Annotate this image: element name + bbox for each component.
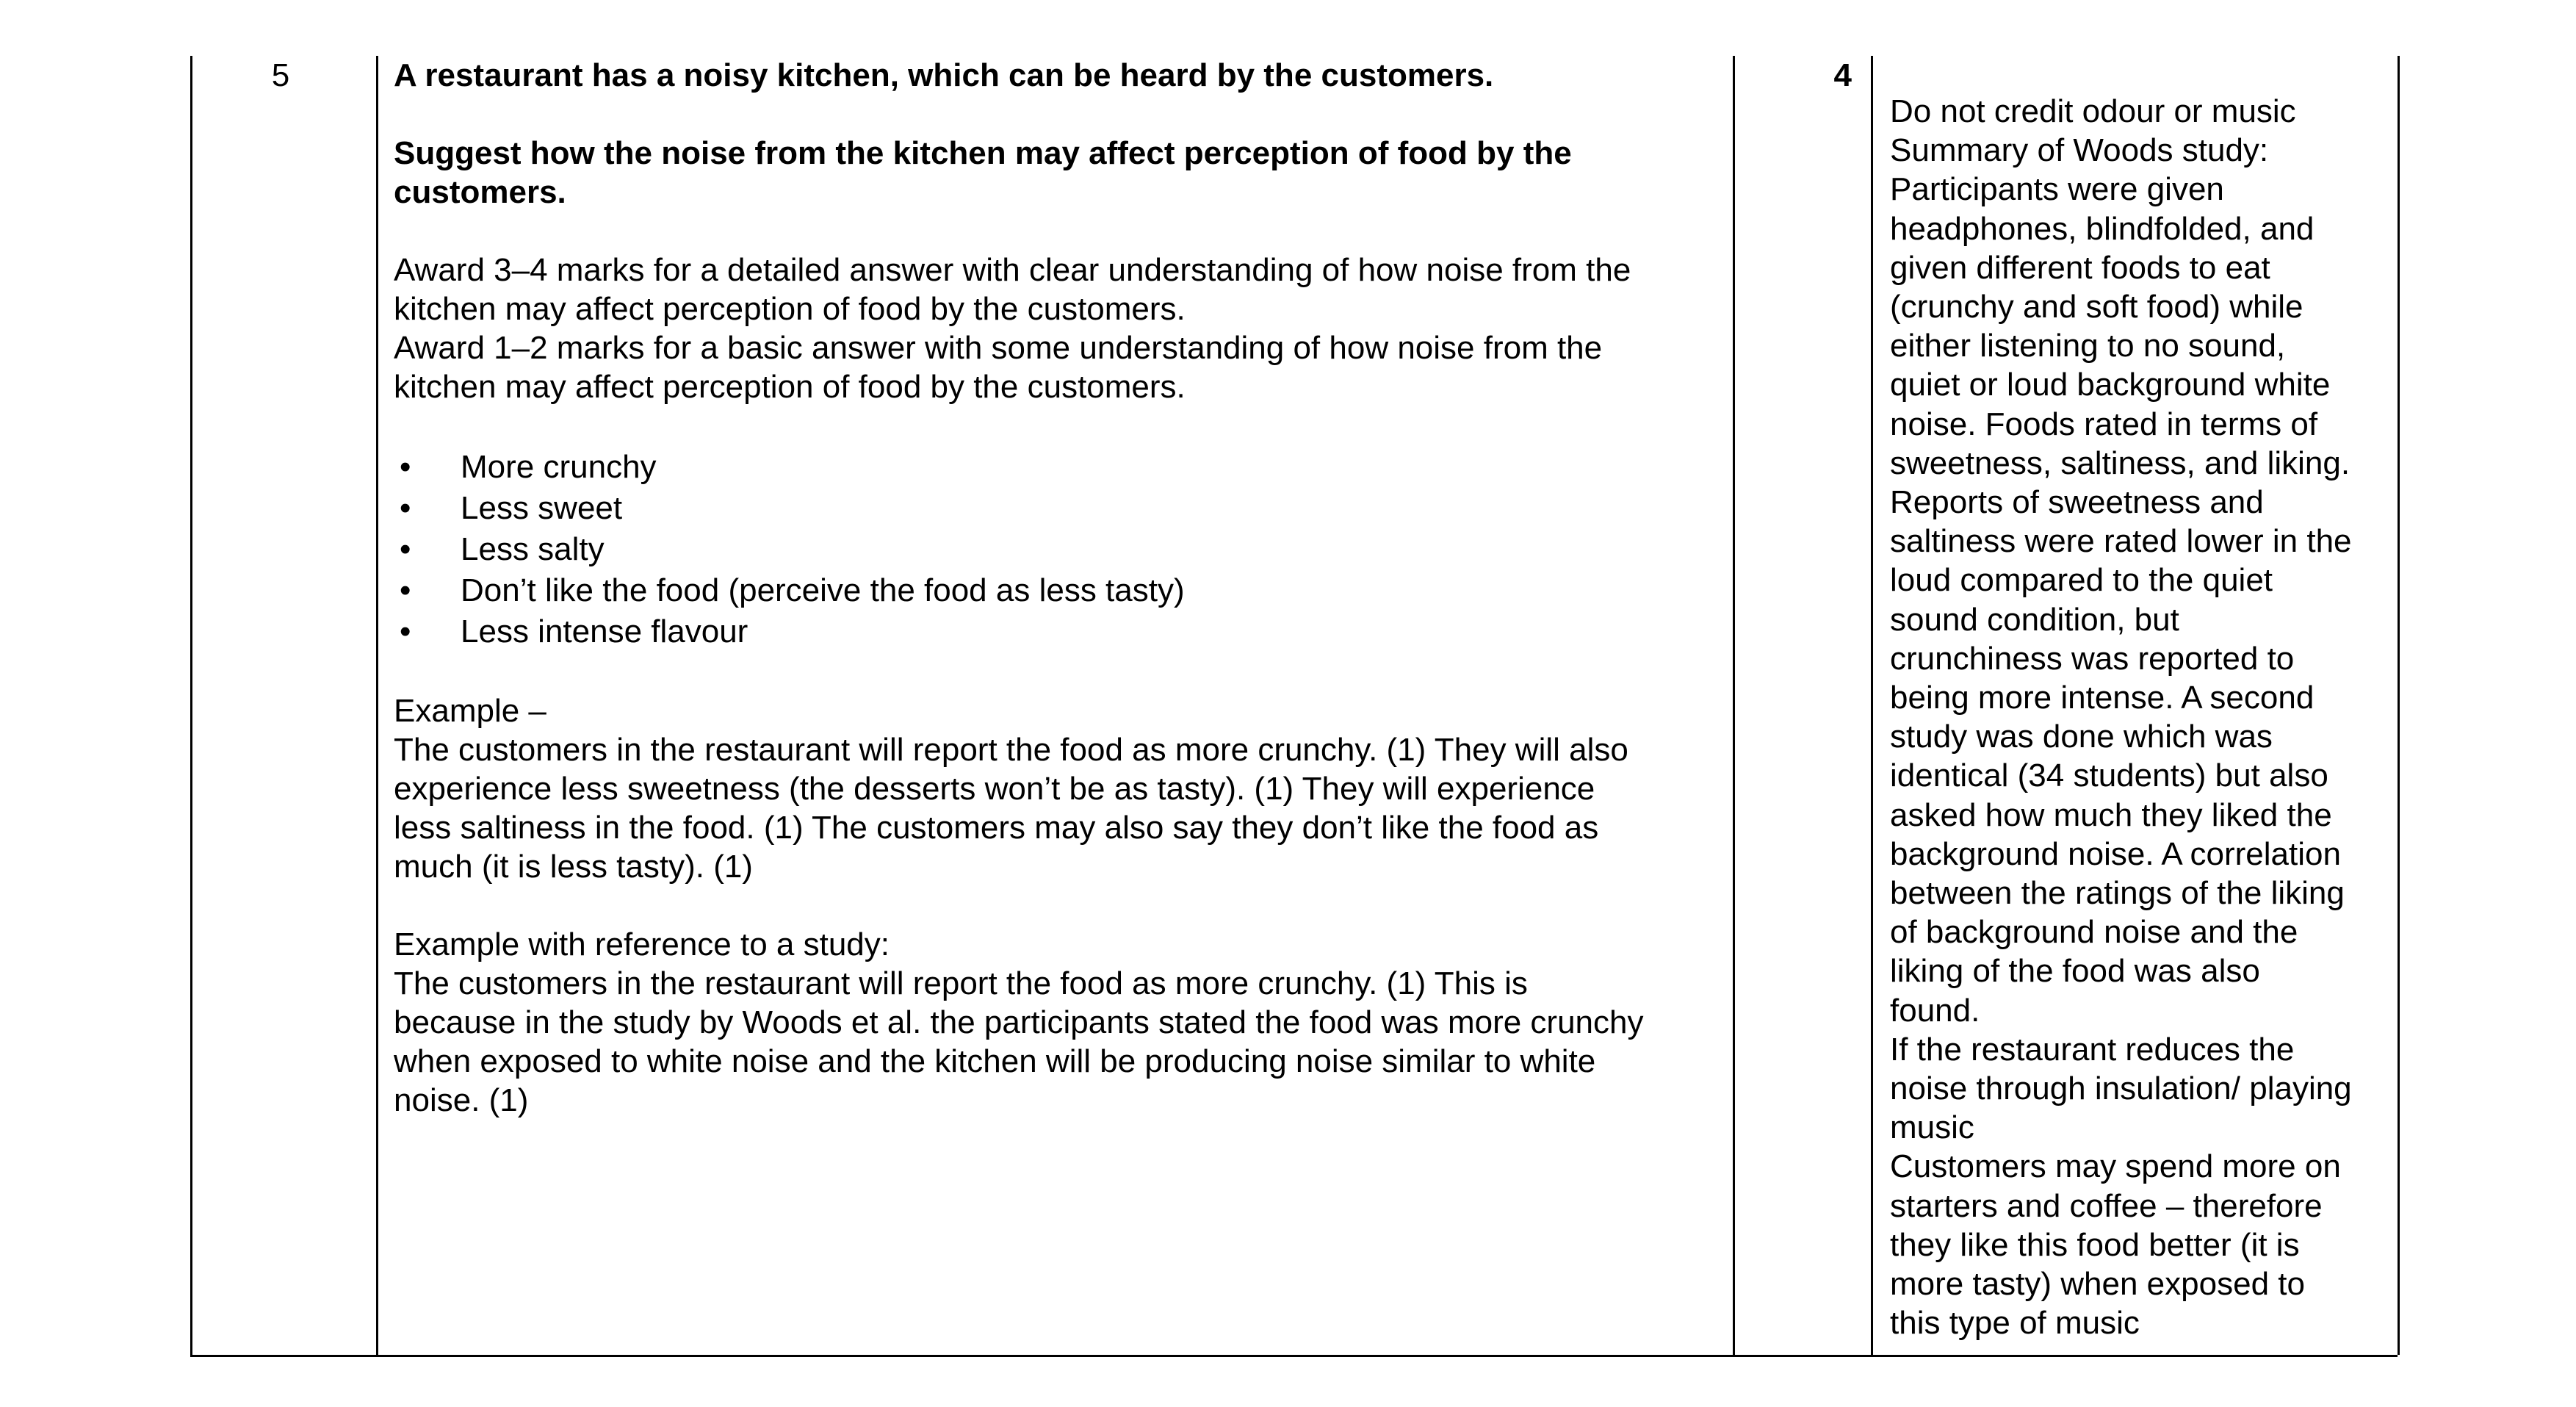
question-stem-line: A restaurant has a noisy kitchen, which can be heard by the customers. [394,57,1494,93]
guidance-line: given different foods to eat [1890,249,2270,286]
example-heading: Example – [394,693,546,729]
guidance-line: study was done which was [1890,719,2273,755]
award-line: Award 1–2 marks for a basic answer with some understanding of how noise from the [394,330,1603,366]
question-prompt-line: customers. [394,174,566,210]
marks-value: 4 [1833,57,1852,93]
guidance-line: liking of the food was also [1890,953,2260,990]
guidance-line: sweetness, saltiness, and liking. [1890,445,2350,481]
list-item-text: Don’t like the food (perceive the food as less tasty) [461,572,1185,608]
guidance-line: this type of music [1890,1305,2140,1342]
example-study-line: because in the study by Woods et al. the participants stated the food was more crunchy [394,1004,1644,1040]
guidance-line: loud compared to the quiet [1890,562,2273,599]
award-line: kitchen may affect perception of food by the customers. [394,291,1186,327]
guidance-line: sound condition, but [1890,601,2179,638]
guidance-line: headphones, blindfolded, and [1890,210,2315,247]
list-item-text: Less intense flavour [461,613,748,649]
list-item-text: Less salty [461,531,605,567]
bullet-icon: • [400,490,411,526]
example-line: much (it is less tasty). (1) [394,849,753,885]
marks-cell [1735,56,1873,1355]
guidance-line: Customers may spend more on [1890,1148,2341,1185]
question-prompt-line: Suggest how the noise from the kitchen may affect perception of food by the [394,135,1572,171]
example-line: experience less sweetness (the desserts won’t be as tasty). (1) They will experience [394,771,1595,807]
list-item [394,529,1643,570]
guidance-line: between the ratings of the liking [1890,875,2345,912]
guidance-cell [1873,56,2400,1355]
guidance-line: quiet or loud background white [1890,367,2331,403]
list-item [394,570,1643,611]
answer-cell [378,56,1735,1355]
example-study-line: noise. (1) [394,1082,529,1118]
guidance-line: Reports of sweetness and [1890,484,2264,521]
mark-scheme-table [190,56,2398,1357]
guidance-line: more tasty) when exposed to [1890,1266,2305,1303]
guidance-line: If the restaurant reduces the [1890,1031,2295,1068]
guidance-line: crunchiness was reported to [1890,640,2295,677]
list-item-text: More crunchy [461,449,657,485]
example-line: less saltiness in the food. (1) The customers may also say they don’t like the food as [394,810,1599,846]
guidance-line: saltiness were rated lower in the [1890,523,2352,560]
guidance-line: Summary of Woods study: [1890,132,2269,169]
guidance-line: noise through insulation/ playing [1890,1070,2352,1107]
guidance-line: background noise. A correlation [1890,835,2341,872]
award-line: kitchen may affect perception of food by the customers. [394,369,1186,405]
guidance-line: of background noise and the [1890,914,2298,951]
guidance-content [1890,92,2352,1343]
guidance-line: Do not credit odour or music [1890,93,2296,129]
question-number-cell [192,56,378,1355]
guidance-line: found. [1890,992,1980,1029]
guidance-line: being more intense. A second [1890,680,2315,716]
example-line: The customers in the restaurant will report the food as more crunchy. (1) They will also [394,732,1628,768]
list-item-text: Less sweet [461,490,623,526]
guidance-line: starters and coffee – therefore [1890,1187,2323,1224]
indicative-content-list [394,447,1643,652]
guidance-line: either listening to no sound, [1890,328,2286,364]
guidance-line: music [1890,1109,1974,1146]
list-item [394,447,1643,488]
guidance-line: identical (34 students) but also [1890,758,2328,794]
example-study-line: when exposed to white noise and the kitchen will be producing noise similar to white [394,1043,1596,1079]
guidance-line: (crunchy and soft food) while [1890,289,2303,325]
list-item [394,488,1643,529]
example-study-heading: Example with reference to a study: [394,926,890,962]
answer-content [394,56,1643,1120]
question-number: 5 [271,57,290,93]
bullet-icon: • [400,531,411,567]
guidance-line: noise. Foods rated in terms of [1890,406,2318,442]
guidance-line: Participants were given [1890,171,2224,208]
award-line: Award 3–4 marks for a detailed answer with clear understanding of how noise from the [394,252,1631,288]
bullet-icon: • [400,449,411,485]
bullet-icon: • [400,613,411,649]
bullet-icon: • [400,572,411,608]
example-study-line: The customers in the restaurant will report the food as more crunchy. (1) This is [394,965,1528,1001]
guidance-line: asked how much they liked the [1890,796,2332,833]
guidance-line: they like this food better (it is [1890,1226,2300,1263]
list-item [394,611,1643,652]
